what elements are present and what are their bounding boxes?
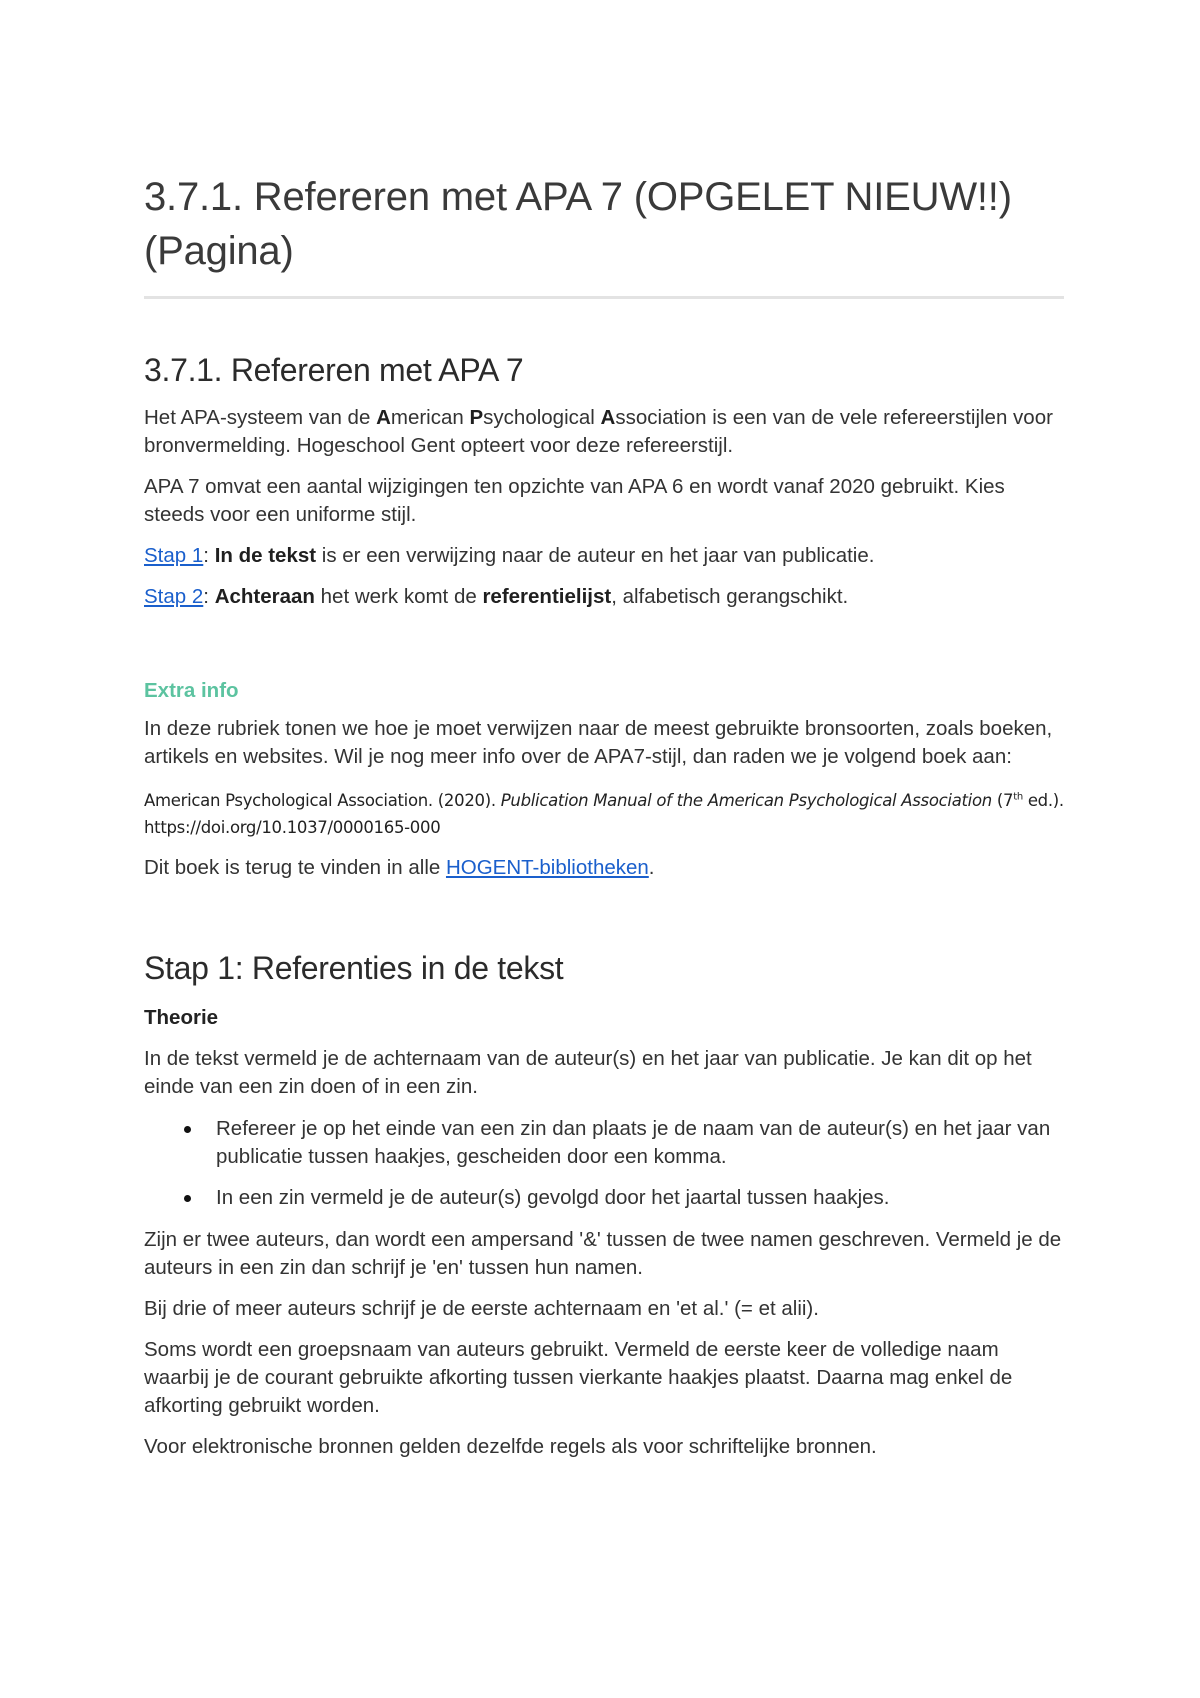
library-text: Dit boek is terug te vinden in alle bbox=[144, 856, 446, 879]
extra-info-heading: Extra info bbox=[144, 679, 239, 702]
apa-manual-citation bbox=[144, 787, 1064, 841]
library-period: . bbox=[648, 856, 655, 879]
citation-doi: https://doi.org/10.1037/0000165-000 bbox=[144, 818, 441, 837]
stap1-link[interactable]: Stap 1 bbox=[144, 544, 204, 567]
bullet-icon bbox=[184, 1195, 191, 1202]
bullet-text: In een zin vermeld je de auteur(s) gevolgd door het jaartal tussen haakjes. bbox=[216, 1186, 890, 1209]
theorie-subheading: Theorie bbox=[144, 1006, 219, 1029]
step2-bold-referentielijst: referentielijst bbox=[482, 585, 612, 608]
step2-rest: , alfabetisch gerangschikt. bbox=[611, 585, 849, 608]
theorie-paragraph-1: In de tekst vermeld je de achternaam van de auteur(s) en het jaar van publicatie. Je kan dit op het einde van een zin doen of in een zin. bbox=[144, 1047, 1032, 1098]
list-item bbox=[144, 1115, 1064, 1171]
list-item bbox=[144, 1184, 1064, 1212]
extra-info-paragraph: In deze rubriek tonen we hoe je moet verwijzen naar de meest gebruikte bronsoorten, zoals boeken, artikels en websites. Wil je nog meer info over de APA7-stijl, dan raden we je volgend boek aan: bbox=[144, 717, 1053, 768]
bullet-icon bbox=[184, 1126, 191, 1133]
citation-edition-sup: th bbox=[1013, 791, 1023, 803]
library-paragraph bbox=[144, 854, 1064, 882]
step1-colon: : bbox=[203, 544, 215, 567]
intro-bold-a2: A bbox=[600, 406, 616, 429]
page-title: 3.7.1. Refereren met APA 7 (OPGELET NIEUW!!) (Pagina) bbox=[144, 170, 1064, 299]
two-authors-paragraph: Zijn er twee auteurs, dan wordt een ampersand '&' tussen de twee namen geschreven. Vermeld je de auteurs in een zin dan schrijf je 'en' tussen hun namen. bbox=[144, 1228, 1062, 1279]
citation-edition-post: ed.). bbox=[1022, 791, 1064, 810]
step2-line bbox=[144, 583, 1064, 611]
hogent-libraries-link[interactable]: HOGENT-bibliotheken bbox=[445, 856, 649, 879]
bullet-text: Refereer je op het einde van een zin dan plaats je de naam van de auteur(s) en het jaar van publicatie tussen haakjes, gescheiden door een komma. bbox=[216, 1117, 1051, 1168]
step2-mid: het werk komt de bbox=[314, 585, 483, 608]
citation-edition-pre: (7 bbox=[991, 791, 1014, 810]
section-heading-stap1: Stap 1: Referenties in de tekst bbox=[144, 950, 564, 986]
step2-bold-achteraan: Achteraan bbox=[214, 585, 315, 608]
intro-text-1: Het APA-systeem van de bbox=[144, 406, 377, 429]
citation-title: Publication Manual of the American Psychological Association bbox=[500, 791, 992, 810]
section-heading-apa7: 3.7.1. Refereren met APA 7 bbox=[144, 352, 524, 388]
step2-colon: : bbox=[203, 585, 215, 608]
step1-rest: is er een verwijzing naar de auteur en het jaar van publicatie. bbox=[316, 544, 875, 567]
document-page bbox=[144, 170, 1064, 1461]
step1-line bbox=[144, 542, 1064, 570]
intro-text-3: sychological bbox=[483, 406, 601, 429]
step1-bold: In de tekst bbox=[214, 544, 317, 567]
apa7-changes-paragraph: APA 7 omvat een aantal wijzigingen ten opzichte van APA 6 en wordt vanaf 2020 gebruikt. Kies steeds voor een uniforme stijl. bbox=[144, 475, 1005, 526]
theorie-bullet-list bbox=[144, 1115, 1064, 1212]
intro-bold-p: P bbox=[469, 406, 484, 429]
citation-author-year: American Psychological Association. (2020). bbox=[144, 791, 496, 810]
intro-text-2: merican bbox=[390, 406, 470, 429]
three-authors-paragraph: Bij drie of meer auteurs schrijf je de eerste achternaam en 'et al.' (= et alii). bbox=[144, 1297, 819, 1320]
stap2-link[interactable]: Stap 2 bbox=[144, 585, 204, 608]
intro-paragraph bbox=[144, 404, 1064, 460]
intro-text-4: ssociation is een van de vele refereerstijlen voor bronvermelding. Hogeschool Gent opteert voor deze refereerstijl. bbox=[144, 406, 1053, 457]
group-author-paragraph: Soms wordt een groepsnaam van auteurs gebruikt. Vermeld de eerste keer de volledige naam waarbij je de courant gebruikte afkorting tussen vierkante haakjes plaatst. Daarna mag enkel de afkorting gebruikt worden. bbox=[144, 1338, 1013, 1417]
intro-bold-a: A bbox=[376, 406, 391, 429]
electronic-sources-paragraph: Voor elektronische bronnen gelden dezelfde regels als voor schriftelijke bronnen. bbox=[144, 1435, 877, 1458]
